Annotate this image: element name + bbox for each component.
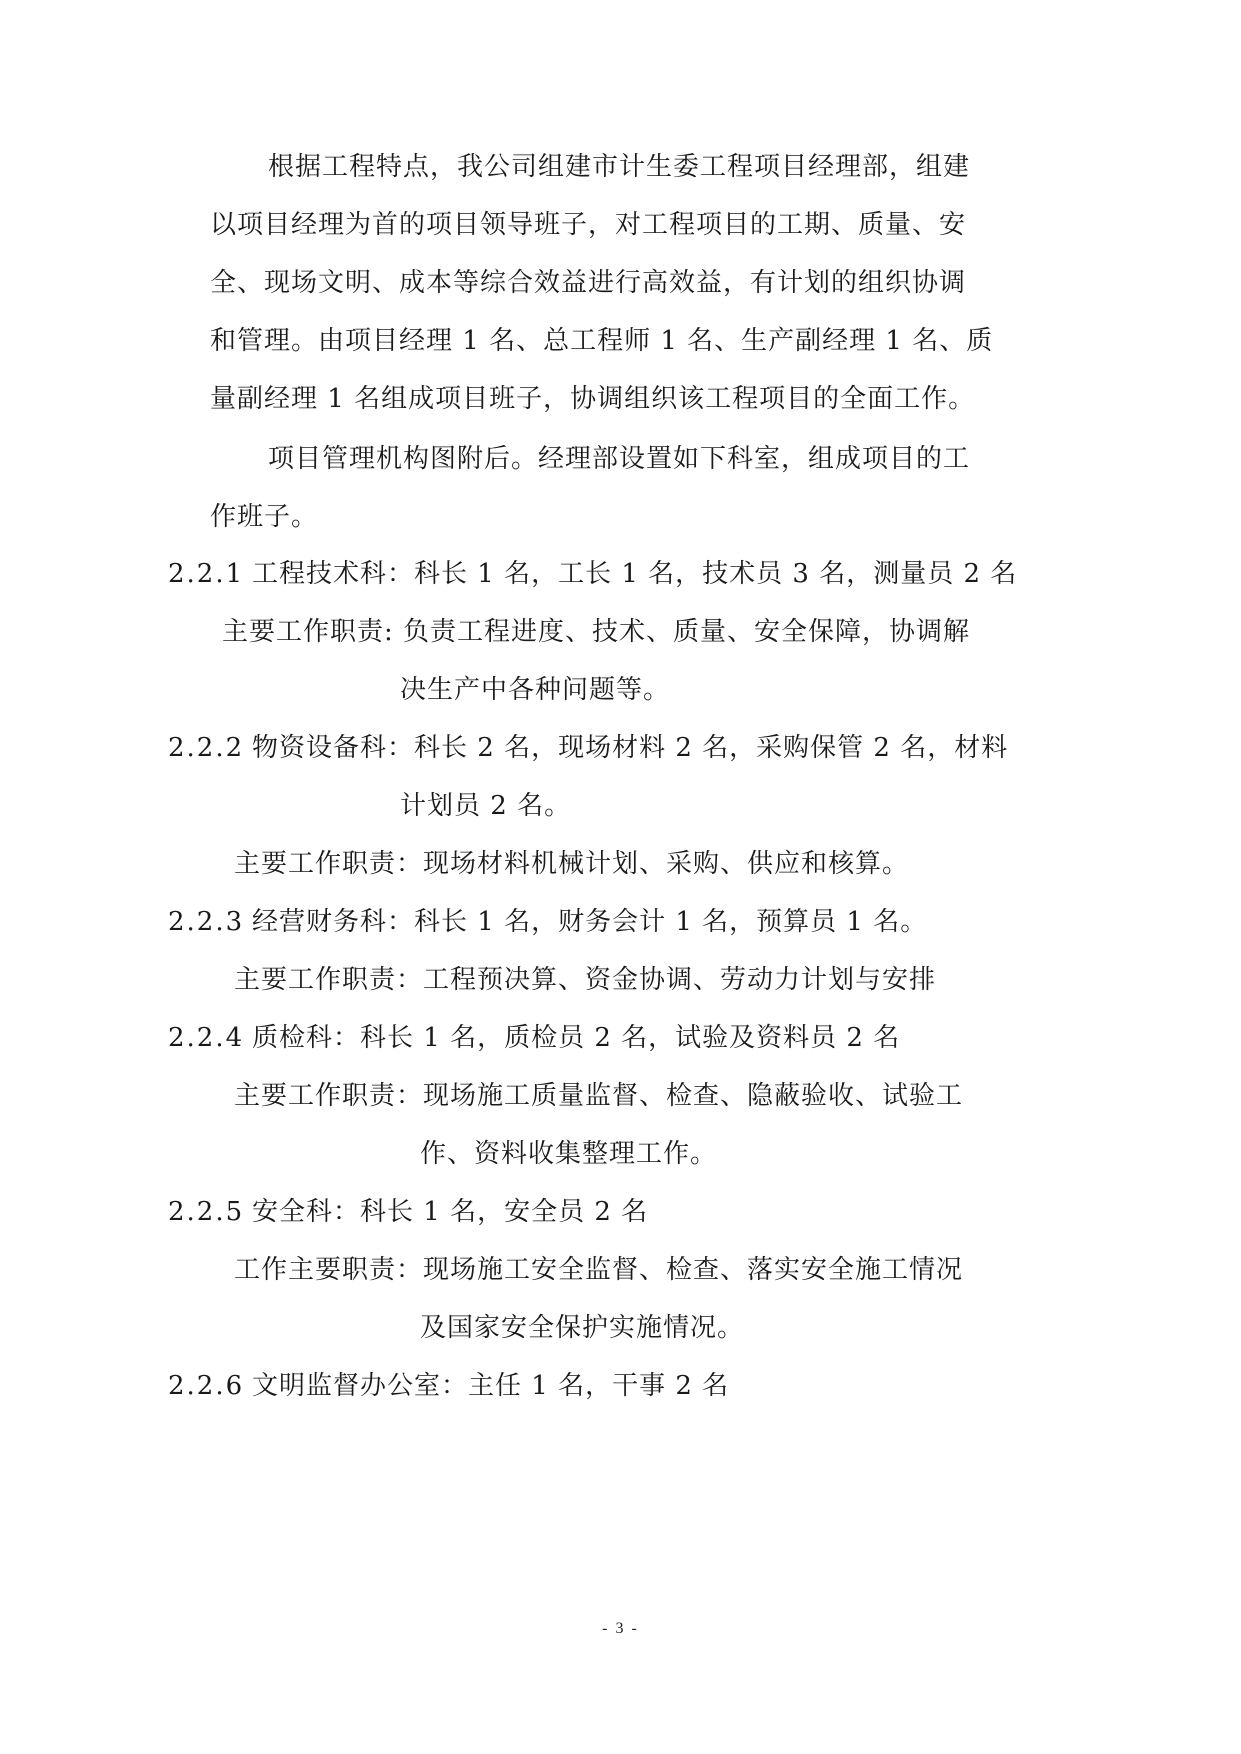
section-2-2-5-heading: 安全科：科长 1 名，安全员 2 名 — [252, 1197, 649, 1227]
section-2-2-4-number: 2.2.4 — [168, 1023, 245, 1053]
intro-paragraph-1-line-2: 以项目经理为首的项目领导班子，对工程项目的工期、质量、安 — [210, 210, 967, 240]
section-2-2-5-duty-line-1: 工作主要职责：现场施工安全监督、检查、落实安全施工情况 — [234, 1255, 964, 1285]
section-2-2-3-heading: 经营财务科：科长 1 名，财务会计 1 名，预算员 1 名。 — [252, 907, 928, 937]
section-2-2-3-duty-line-1: 主要工作职责：工程预决算、资金协调、劳动力计划与安排 — [234, 965, 937, 995]
intro-paragraph-1-line-5: 量副经理 1 名组成项目班子，协调组织该工程项目的全面工作。 — [210, 384, 976, 414]
page-number: - 3 - — [602, 1620, 639, 1637]
section-2-2-6-heading: 文明监督办公室：主任 1 名，干事 2 名 — [252, 1371, 730, 1401]
section-2-2-6-number: 2.2.6 — [168, 1371, 245, 1401]
section-2-2-4-duty-line-1: 主要工作职责：现场施工质量监督、检查、隐蔽验收、试验工 — [234, 1081, 964, 1111]
section-2-2-2-heading-line-2: 计划员 2 名。 — [400, 791, 572, 821]
intro-paragraph-1-line-4: 和管理。由项目经理 1 名、总工程师 1 名、生产副经理 1 名、质 — [210, 326, 994, 356]
section-2-2-2-duty-line-1: 主要工作职责：现场材料机械计划、采购、供应和核算。 — [234, 849, 910, 879]
section-2-2-4-heading: 质检科：科长 1 名，质检员 2 名，试验及资料员 2 名 — [252, 1023, 901, 1053]
section-2-2-4-duty-line-2: 作、资料收集整理工作。 — [420, 1139, 718, 1169]
section-2-2-1-duty-line-2: 决生产中各种问题等。 — [400, 675, 671, 705]
section-2-2-5-number: 2.2.5 — [168, 1197, 245, 1227]
intro-paragraph-2-line-2: 作班子。 — [210, 502, 319, 532]
section-2-2-3-number: 2.2.3 — [168, 907, 245, 937]
intro-paragraph-2-line-1: 项目管理机构图附后。经理部设置如下科室，组成项目的工 — [268, 444, 971, 474]
section-2-2-2-heading-line-1: 物资设备科：科长 2 名，现场材料 2 名，采购保管 2 名，材料 — [252, 733, 1009, 763]
intro-paragraph-1-line-3: 全、现场文明、成本等综合效益进行高效益，有计划的组织协调 — [210, 268, 967, 298]
section-2-2-1-duty-line-1: 主要工作职责: 负责工程进度、技术、质量、安全保障，协调解 — [222, 617, 971, 647]
intro-paragraph-1-line-1: 根据工程特点，我公司组建市计生委工程项目经理部，组建 — [268, 152, 971, 182]
section-2-2-5-duty-line-2: 及国家安全保护实施情况。 — [420, 1313, 745, 1343]
section-2-2-1-heading: 工程技术科：科长 1 名，工长 1 名，技术员 3 名，测量员 2 名 — [252, 559, 1018, 589]
section-2-2-2-number: 2.2.2 — [168, 733, 245, 763]
section-2-2-1-number: 2.2.1 — [168, 559, 245, 589]
